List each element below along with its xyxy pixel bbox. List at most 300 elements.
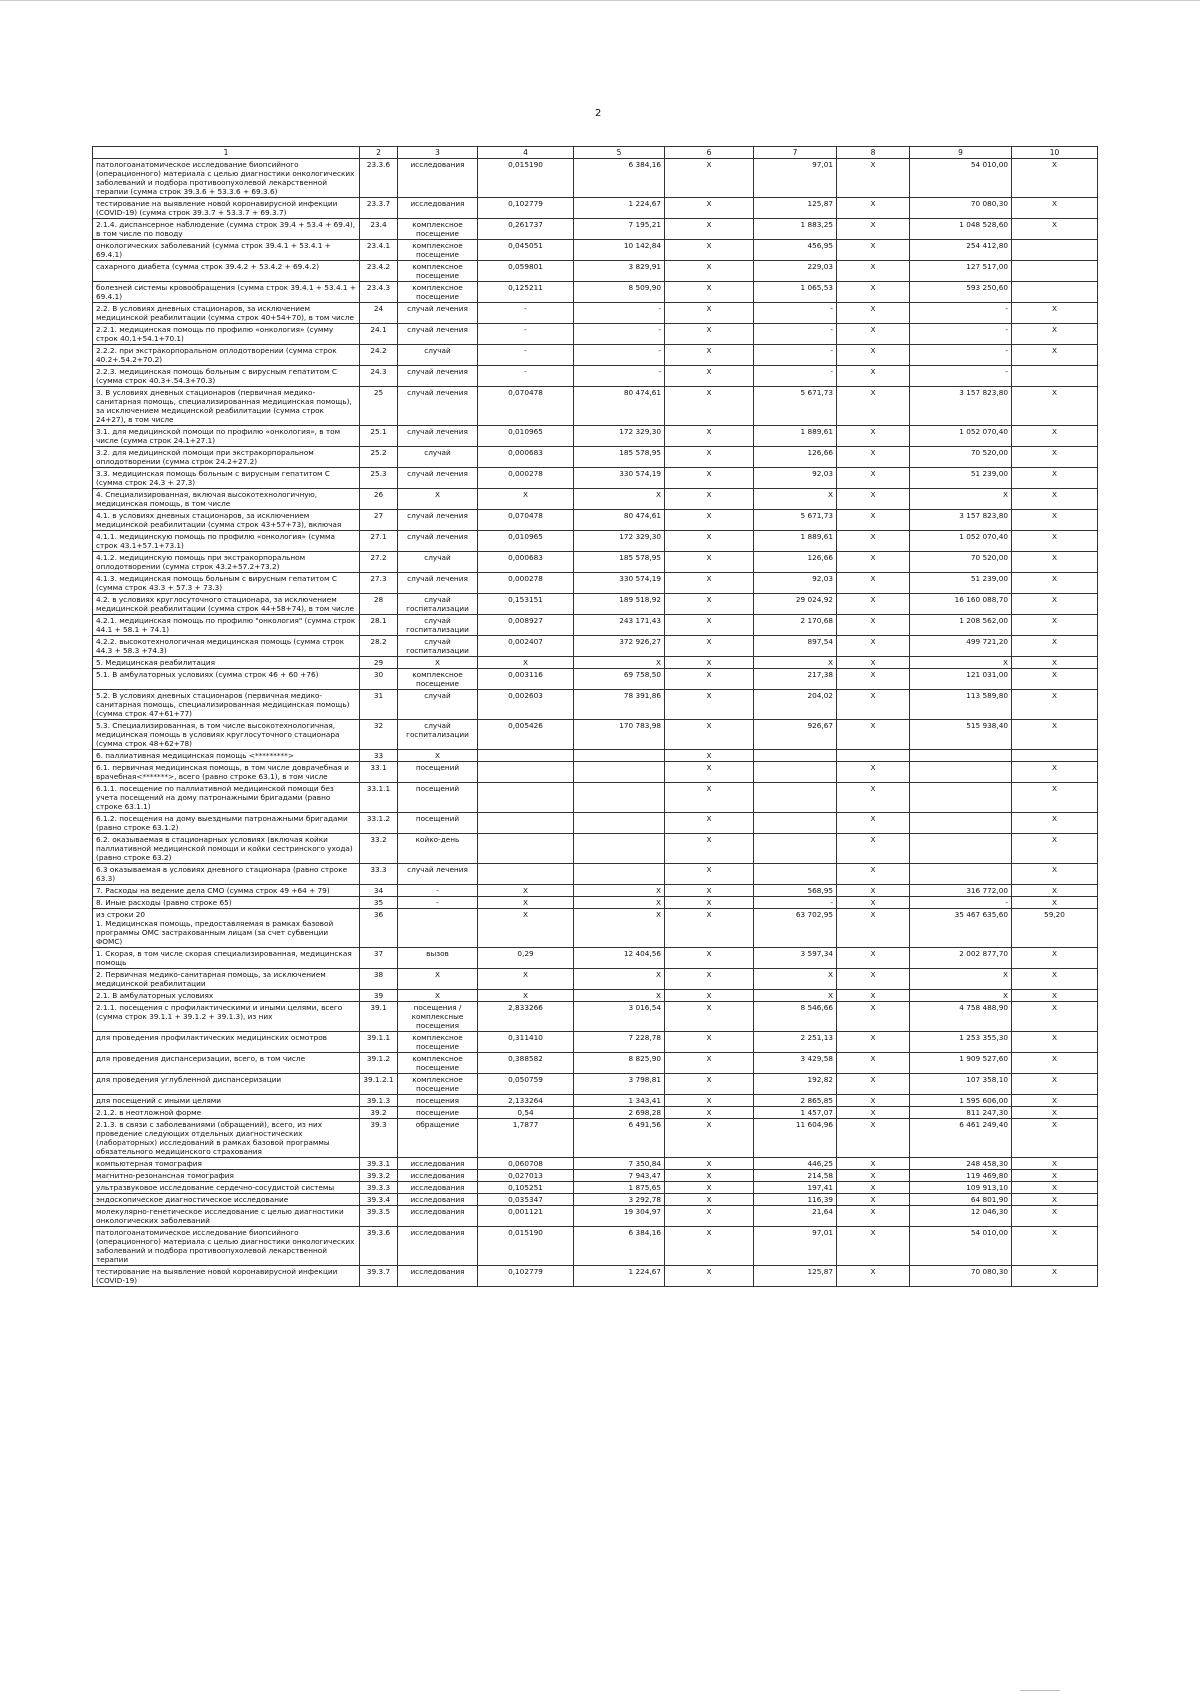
table-cell: 0,070478 (478, 387, 574, 426)
table-cell: X (665, 834, 754, 864)
table-cell: случай госпитализации (398, 594, 478, 615)
table-cell: X (837, 1095, 910, 1107)
table-cell: случай (398, 345, 478, 366)
table-cell: X (665, 750, 754, 762)
table-cell: X (1012, 783, 1098, 813)
table-cell: случай лечения (398, 573, 478, 594)
table-cell: 28 (360, 594, 398, 615)
table-cell: 11 604,96 (754, 1119, 837, 1158)
table-cell: 21,64 (754, 1206, 837, 1227)
table-cell: 70 520,00 (910, 552, 1012, 573)
table-row (93, 510, 1098, 531)
table-cell: исследования (398, 1170, 478, 1182)
table-cell: посещение (398, 1107, 478, 1119)
table-cell: 1 052 070,40 (910, 426, 1012, 447)
table-cell (574, 864, 665, 885)
table-cell: 248 458,30 (910, 1158, 1012, 1170)
table-cell: X (1012, 1194, 1098, 1206)
table-cell: X (665, 426, 754, 447)
table-cell: 35 467 635,60 (910, 909, 1012, 948)
table-row (93, 219, 1098, 240)
table-cell (754, 834, 837, 864)
row-label: для проведения диспансеризации, всего, в том числе (93, 1053, 360, 1074)
table-cell: X (478, 897, 574, 909)
table-cell: 229,03 (754, 261, 837, 282)
table-cell: 23.4.3 (360, 282, 398, 303)
table-cell: X (1012, 690, 1098, 720)
table-cell: 39.3.1 (360, 1158, 398, 1170)
table-cell: X (1012, 426, 1098, 447)
table-row (93, 1266, 1098, 1287)
column-header: 7 (754, 147, 837, 159)
table-row (93, 1194, 1098, 1206)
table-cell: X (398, 489, 478, 510)
table-cell: X (837, 909, 910, 948)
table-cell: X (478, 489, 574, 510)
table-row (93, 240, 1098, 261)
table-cell: 456,95 (754, 240, 837, 261)
table-cell: X (1012, 489, 1098, 510)
table-cell: комплексное посещение (398, 1074, 478, 1095)
table-cell: 39.1 (360, 1002, 398, 1032)
table-cell: 0,153151 (478, 594, 574, 615)
table-cell: 36 (360, 909, 398, 948)
table-cell: 0,003116 (478, 669, 574, 690)
table-cell: 23.4.2 (360, 261, 398, 282)
table-cell: X (398, 657, 478, 669)
table-cell: X (665, 1032, 754, 1053)
data-table (92, 146, 1098, 1287)
table-cell: X (837, 1107, 910, 1119)
table-cell: X (665, 990, 754, 1002)
table-cell: 0,070478 (478, 510, 574, 531)
table-cell: 97,01 (754, 159, 837, 198)
table-cell: 8 825,90 (574, 1053, 665, 1074)
table-cell: 33.3 (360, 864, 398, 885)
table-cell: X (665, 897, 754, 909)
table-cell: 126,66 (754, 447, 837, 468)
table-cell: 39.2 (360, 1107, 398, 1119)
table-cell: X (837, 531, 910, 552)
table-cell: X (837, 762, 910, 783)
table-cell (1012, 261, 1098, 282)
table-cell: X (837, 159, 910, 198)
table-row (93, 636, 1098, 657)
table-cell: - (910, 897, 1012, 909)
table-cell: случай (398, 552, 478, 573)
table-cell: 204,02 (754, 690, 837, 720)
table-cell: 24.3 (360, 366, 398, 387)
table-cell: 63 702,95 (754, 909, 837, 948)
table-cell: 0,015190 (478, 159, 574, 198)
table-cell: 0,010965 (478, 531, 574, 552)
table-cell: X (1012, 324, 1098, 345)
table-cell: - (574, 303, 665, 324)
table-cell: 7 943,47 (574, 1170, 665, 1182)
table-cell: 2 002 877,70 (910, 948, 1012, 969)
table-cell: - (574, 366, 665, 387)
table-cell: 54 010,00 (910, 159, 1012, 198)
table-cell: 33.1.2 (360, 813, 398, 834)
table-cell: X (665, 573, 754, 594)
table-cell (910, 834, 1012, 864)
table-cell: 3 292,78 (574, 1194, 665, 1206)
row-label: 6. паллиативная медицинская помощь <*********> (93, 750, 360, 762)
row-label: 3. В условиях дневных стационаров (первичная медико-санитарная помощь, специализированная медицинская помощь), за исключением медицинской реабилитации (сумма строк 24+27), в том числе (93, 387, 360, 426)
table-cell: X (1012, 885, 1098, 897)
table-cell (754, 813, 837, 834)
table-cell: X (1012, 1227, 1098, 1266)
table-cell: 0,102779 (478, 1266, 574, 1287)
table-cell: 1 253 355,30 (910, 1032, 1012, 1053)
table-cell: X (1012, 510, 1098, 531)
table-cell: X (398, 750, 478, 762)
table-row (93, 1002, 1098, 1032)
table-row (93, 885, 1098, 897)
table-cell: X (837, 1266, 910, 1287)
table-cell: 4 758 488,90 (910, 1002, 1012, 1032)
table-cell: 0,000278 (478, 468, 574, 489)
column-header: 4 (478, 147, 574, 159)
table-cell: 1 875,65 (574, 1182, 665, 1194)
table-cell: случай госпитализации (398, 615, 478, 636)
table-cell: случай лечения (398, 426, 478, 447)
table-cell: X (1012, 636, 1098, 657)
table-cell: X (665, 1182, 754, 1194)
table-cell: X (1012, 1074, 1098, 1095)
table-row (93, 552, 1098, 573)
table-cell: 0,002603 (478, 690, 574, 720)
table-cell: 39.1.3 (360, 1095, 398, 1107)
table-row (93, 324, 1098, 345)
table-cell: 70 520,00 (910, 447, 1012, 468)
table-cell: 12 046,30 (910, 1206, 1012, 1227)
table-cell: 217,38 (754, 669, 837, 690)
table-cell: 8 546,66 (754, 1002, 837, 1032)
table-row (93, 1107, 1098, 1119)
table-cell: - (478, 324, 574, 345)
table-cell: X (665, 594, 754, 615)
table-cell: 27 (360, 510, 398, 531)
table-cell: 7 350,84 (574, 1158, 665, 1170)
table-cell: 0,000278 (478, 573, 574, 594)
table-row (93, 1206, 1098, 1227)
table-cell (574, 813, 665, 834)
table-cell: 39.1.2 (360, 1053, 398, 1074)
table-cell: 39.1.1 (360, 1032, 398, 1053)
table-row (93, 750, 1098, 762)
table-cell: 113 589,80 (910, 690, 1012, 720)
table-cell: 2,133264 (478, 1095, 574, 1107)
table-cell: X (665, 219, 754, 240)
table-cell: X (665, 159, 754, 198)
table-cell: X (837, 636, 910, 657)
table-cell: 170 783,98 (574, 720, 665, 750)
table-cell: X (1012, 969, 1098, 990)
row-label: тестирование на выявление новой коронавирусной инфекции (COVID-19) (сумма строк 39.3.7 + 53.3.7 + 69.3.7) (93, 198, 360, 219)
table-cell: X (837, 303, 910, 324)
table-cell: 39.3.4 (360, 1194, 398, 1206)
table-cell: 0,105251 (478, 1182, 574, 1194)
row-label: 5.3. Специализированная, в том числе высокотехнологичная, медицинская помощь в условиях круглосуточного стационара (сумма строк 48+62+78) (93, 720, 360, 750)
table-cell: - (910, 366, 1012, 387)
table-cell: X (1012, 447, 1098, 468)
table-cell (1012, 366, 1098, 387)
row-label: патологоанатомическое исследование биопсийного (операционного) материала с целью диагностики онкологических заболеваний и подбора противоопухолевой лекарственной терапии (сумма строк 39.3.6 + 53.3.6 + 69.3.6) (93, 159, 360, 198)
table-row (93, 303, 1098, 324)
table-cell: случай лечения (398, 864, 478, 885)
row-label: 2.1.1. посещения с профилактическими и иными целями, всего (сумма строк 39.1.1 + 39.1.2 + 39.1.3), из них (93, 1002, 360, 1032)
table-cell: 121 031,00 (910, 669, 1012, 690)
table-cell: 126,66 (754, 552, 837, 573)
table-cell: 33.1 (360, 762, 398, 783)
table-cell: X (665, 948, 754, 969)
row-label: 2.2.2. при экстракорпоральном оплодотворении (сумма строк 40.2+.54.2+70.2) (93, 345, 360, 366)
table-cell: 0,125211 (478, 282, 574, 303)
table-cell: комплексное посещение (398, 1032, 478, 1053)
row-label: 6.1. первичная медицинская помощь, в том числе доврачебная и врачебная<*******>, всего (равно строке 63.1), в том числе (93, 762, 360, 783)
table-cell: X (665, 813, 754, 834)
table-cell: 3 798,81 (574, 1074, 665, 1095)
table-row (93, 1053, 1098, 1074)
table-cell: X (837, 282, 910, 303)
table-cell: 0,311410 (478, 1032, 574, 1053)
row-label: 4.1.1. медицинскую помощь по профилю «онкология» (сумма строк 43.1+57.1+73.1) (93, 531, 360, 552)
row-label: патологоанатомическое исследование биопсийного (операционного) материала с целью диагностики онкологических заболеваний и подбора противоопухолевой лекарственной терапии (93, 1227, 360, 1266)
table-cell (478, 864, 574, 885)
table-cell: 39.3.2 (360, 1170, 398, 1182)
table-cell: 6 461 249,40 (910, 1119, 1012, 1158)
table-cell (910, 864, 1012, 885)
table-row (93, 159, 1098, 198)
table-cell: 0,045051 (478, 240, 574, 261)
table-row (93, 657, 1098, 669)
table-cell: X (837, 813, 910, 834)
table-cell: X (837, 948, 910, 969)
table-cell: 2,833266 (478, 1002, 574, 1032)
table-cell: X (1012, 531, 1098, 552)
table-cell: 92,03 (754, 573, 837, 594)
table-cell (574, 750, 665, 762)
table-cell: комплексное посещение (398, 261, 478, 282)
table-cell: X (837, 783, 910, 813)
table-cell: 33.2 (360, 834, 398, 864)
table-cell: вызов (398, 948, 478, 969)
table-cell (1012, 282, 1098, 303)
table-cell: 6 384,16 (574, 159, 665, 198)
row-label: эндоскопическое диагностическое исследование (93, 1194, 360, 1206)
table-cell: X (1012, 1206, 1098, 1227)
table-cell: X (837, 990, 910, 1002)
table-cell: 30 (360, 669, 398, 690)
row-label: 7. Расходы на ведение дела СМО (сумма строк 49 +64 + 79) (93, 885, 360, 897)
row-label: сахарного диабета (сумма строк 39.4.2 + 53.4.2 + 69.4.2) (93, 261, 360, 282)
table-cell: X (837, 1119, 910, 1158)
table-cell: X (910, 489, 1012, 510)
table-cell: X (665, 345, 754, 366)
table-cell: комплексное посещение (398, 1053, 478, 1074)
table-cell: 1 883,25 (754, 219, 837, 240)
table-cell: 0,005426 (478, 720, 574, 750)
table-cell (478, 750, 574, 762)
table-cell: 1 343,41 (574, 1095, 665, 1107)
table-row (93, 489, 1098, 510)
row-label: 6.1.1. посещение по паллиативной медицинской помощи без учета посещений на дому патронажными бригадами (равно строке 63.1.1) (93, 783, 360, 813)
table-cell: 97,01 (754, 1227, 837, 1266)
table-cell: X (665, 198, 754, 219)
table-row (93, 1182, 1098, 1194)
table-cell: X (398, 969, 478, 990)
table-cell: X (1012, 552, 1098, 573)
table-cell: 33.1.1 (360, 783, 398, 813)
table-cell: X (665, 324, 754, 345)
table-cell: исследования (398, 1194, 478, 1206)
table-cell: 8 509,90 (574, 282, 665, 303)
table-cell: X (665, 387, 754, 426)
table-cell: 107 358,10 (910, 1074, 1012, 1095)
table-row (93, 669, 1098, 690)
table-cell (1012, 240, 1098, 261)
table-cell: X (478, 909, 574, 948)
table-cell (910, 762, 1012, 783)
table-cell: X (398, 990, 478, 1002)
table-cell: X (1012, 1053, 1098, 1074)
row-label: 5.2. В условиях дневных стационаров (первичная медико-санитарная помощь, специализированная медицинская помощь) (сумма строк 47+61+77) (93, 690, 360, 720)
table-cell: 0,050759 (478, 1074, 574, 1095)
table-cell: 38 (360, 969, 398, 990)
row-label: 3.3. медицинская помощь больным с вирусным гепатитом С (сумма строк 24.3 + 27.3) (93, 468, 360, 489)
table-cell: случай госпитализации (398, 636, 478, 657)
table-cell: X (665, 1107, 754, 1119)
table-cell: 16 160 088,70 (910, 594, 1012, 615)
table-cell: X (665, 1227, 754, 1266)
table-cell: X (837, 615, 910, 636)
table-cell (574, 762, 665, 783)
table-cell: X (1012, 897, 1098, 909)
table-cell: 243 171,43 (574, 615, 665, 636)
table-cell: исследования (398, 1158, 478, 1170)
table-cell: - (398, 885, 478, 897)
table-cell: 23.3.6 (360, 159, 398, 198)
table-cell: X (837, 240, 910, 261)
table-cell: X (837, 552, 910, 573)
table-cell: 372 926,27 (574, 636, 665, 657)
table-cell: X (665, 1095, 754, 1107)
table-cell: X (665, 1074, 754, 1095)
table-cell: посещения (398, 1095, 478, 1107)
table-cell: X (1012, 1095, 1098, 1107)
table-cell: 51 239,00 (910, 468, 1012, 489)
table-cell: X (574, 657, 665, 669)
table-cell: 2 251,13 (754, 1032, 837, 1053)
table-cell: - (478, 303, 574, 324)
table-cell: X (837, 219, 910, 240)
table-cell: 32 (360, 720, 398, 750)
table-row (93, 1032, 1098, 1053)
table-cell: случай (398, 447, 478, 468)
table-cell: X (910, 990, 1012, 1002)
row-label: 4. Специализированная, включая высокотехнологичную, медицинская помощь, в том числе (93, 489, 360, 510)
table-cell: 5 671,73 (754, 510, 837, 531)
table-cell: X (837, 366, 910, 387)
row-label: 6.3 оказываемая в условиях дневного стационара (равно строке 63.3) (93, 864, 360, 885)
table-cell: 116,39 (754, 1194, 837, 1206)
table-cell: - (754, 897, 837, 909)
row-label: онкологических заболеваний (сумма строк 39.4.1 + 53.4.1 + 69.4.1) (93, 240, 360, 261)
table-cell: исследования (398, 1182, 478, 1194)
table-row (93, 573, 1098, 594)
table-cell: 3 157 823,80 (910, 387, 1012, 426)
row-label: 2.1.3. в связи с заболеваниями (обращений), всего, из них проведение следующих отдельных диагностических (лабораторных) исследований в рамках базовой программы обязательного медицинского страхования (93, 1119, 360, 1158)
table-cell: X (1012, 762, 1098, 783)
table-cell: X (1012, 198, 1098, 219)
table-cell: 59,20 (1012, 909, 1098, 948)
table-cell: X (665, 531, 754, 552)
table-cell: X (837, 1002, 910, 1032)
table-cell: X (665, 1119, 754, 1158)
table-cell: X (837, 198, 910, 219)
table-row (93, 969, 1098, 990)
table-cell: X (837, 426, 910, 447)
row-label: из строки 20 1. Медицинская помощь, предоставляемая в рамках базовой программы ОМС застрахованным лицам (за счет субвенции ФОМС) (93, 909, 360, 948)
table-cell: 127 517,00 (910, 261, 1012, 282)
table-cell: 39 (360, 990, 398, 1002)
table-cell: X (1012, 1182, 1098, 1194)
table-cell: X (1012, 669, 1098, 690)
row-label: 4.2.2. высокотехнологичная медицинская помощь (сумма строк 44.3 + 58.3 +74.3) (93, 636, 360, 657)
table-cell: 109 913,10 (910, 1182, 1012, 1194)
table-cell: X (665, 282, 754, 303)
table-cell: 28.1 (360, 615, 398, 636)
table-cell: комплексное посещение (398, 282, 478, 303)
table-cell: 23.3.7 (360, 198, 398, 219)
column-header: 1 (93, 147, 360, 159)
row-label: ультразвуковое исследование сердечно-сосудистой системы (93, 1182, 360, 1194)
table-cell: 1 224,67 (574, 198, 665, 219)
table-cell: 515 938,40 (910, 720, 1012, 750)
table-cell: 92,03 (754, 468, 837, 489)
row-label: для проведения углубленной диспансеризации (93, 1074, 360, 1095)
table-cell: случай лечения (398, 468, 478, 489)
table-cell: 1 909 527,60 (910, 1053, 1012, 1074)
table-cell: 26 (360, 489, 398, 510)
table-cell: 897,54 (754, 636, 837, 657)
table-cell: 54 010,00 (910, 1227, 1012, 1266)
table-cell: - (574, 324, 665, 345)
table-cell: X (665, 366, 754, 387)
table-cell: 119 469,80 (910, 1170, 1012, 1182)
table-cell: X (665, 762, 754, 783)
table-cell: - (574, 345, 665, 366)
table-cell: случай госпитализации (398, 720, 478, 750)
table-cell: X (665, 489, 754, 510)
table-cell: X (1012, 303, 1098, 324)
row-label: 4.1.3. медицинская помощь больным с вирусным гепатитом С (сумма строк 43.3 + 57.3 + 73.3) (93, 573, 360, 594)
table-cell: X (665, 1158, 754, 1170)
row-label: 5. Медицинская реабилитация (93, 657, 360, 669)
table-cell: X (574, 885, 665, 897)
table-cell: 39.3 (360, 1119, 398, 1158)
row-label: компьютерная томография (93, 1158, 360, 1170)
table-header-row (93, 147, 1098, 159)
table-row (93, 345, 1098, 366)
table-cell: X (478, 969, 574, 990)
table-cell: 69 758,50 (574, 669, 665, 690)
table-cell: 70 080,30 (910, 198, 1012, 219)
table-row (93, 198, 1098, 219)
table-cell: 12 404,56 (574, 948, 665, 969)
table-cell: исследования (398, 159, 478, 198)
